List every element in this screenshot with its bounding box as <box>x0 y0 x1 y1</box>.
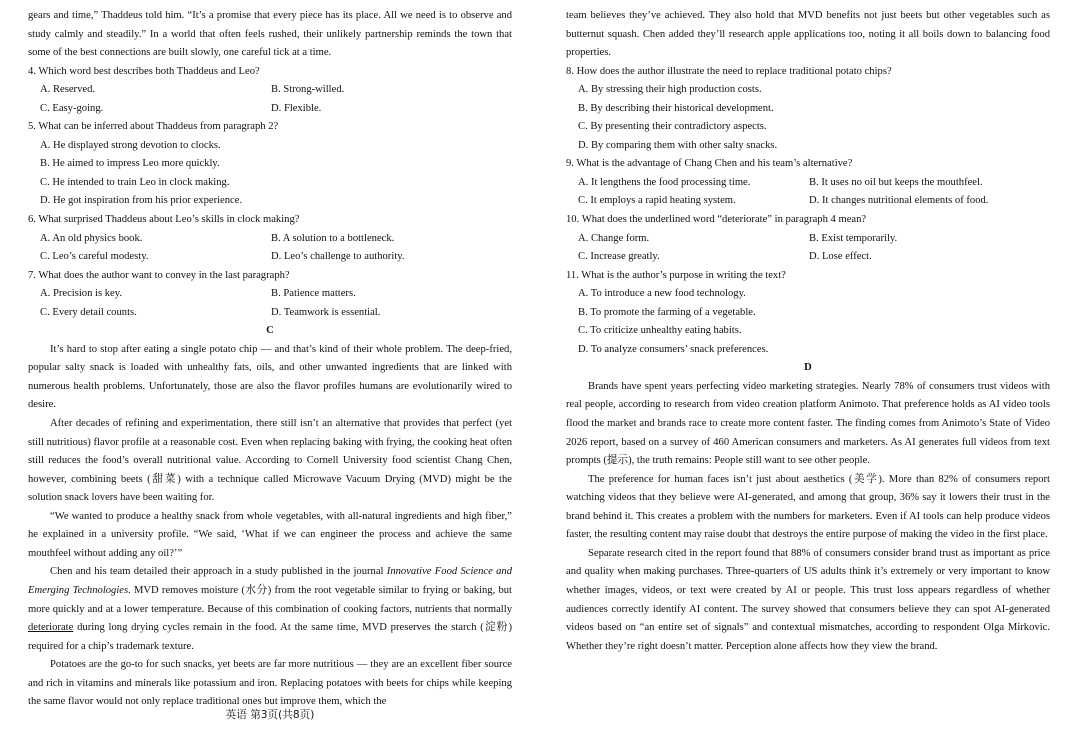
question-9 <box>566 155 1050 211</box>
option-b[interactable]: B. By describing their historical development. <box>578 102 774 114</box>
option-a[interactable]: A. Precision is key. <box>40 288 122 300</box>
option-d[interactable]: D. Leo’s challenge to authority. <box>271 251 405 263</box>
option-a[interactable]: A. Change form. <box>578 232 650 244</box>
option-d[interactable]: D. By comparing them with other salty snacks. <box>578 139 778 151</box>
question-10 <box>566 211 1050 267</box>
underlined-word: deteriorate <box>28 622 74 634</box>
option-c[interactable]: C. It employs a rapid heating system. <box>578 195 736 207</box>
option-b[interactable]: B. He aimed to impress Leo more quickly. <box>40 158 220 170</box>
option-c[interactable]: C. By presenting their contradictory aspects. <box>578 121 767 133</box>
passage-c-paragraph-4 <box>28 563 512 656</box>
option-a[interactable]: A. By stressing their high production costs. <box>578 84 762 96</box>
option-d[interactable]: D. He got inspiration from his prior experience. <box>40 195 243 207</box>
question-stem: 10. What does the underlined word “deteriorate” in paragraph 4 mean? <box>566 214 867 226</box>
passage-c-paragraph-5: Potatoes are the go-to for such snacks, yet beets are far more nutritious — they are an excellent fiber source and rich in vitamins and minerals like potassium and iron. Replacing potatoes with beets for chips while keeping the same flavor would not only replace traditional ones but improve them, which the <box>28 659 512 708</box>
option-b[interactable]: B. Patience matters. <box>271 288 356 300</box>
paragraph-text: . MVD removes moisture (水分) from the root vegetable similar to frying or baking, but more quickly and at a lower temperature. Because of this combination of cooking factors, nutrients that normally <box>28 584 512 615</box>
question-stem: 11. What is the author’s purpose in writing the text? <box>566 269 786 281</box>
right-column <box>566 7 1050 656</box>
option-a[interactable]: A. Reserved. <box>40 84 96 96</box>
option-a[interactable]: A. He displayed strong devotion to clocks. <box>40 139 221 151</box>
option-c[interactable]: C. Leo’s careful modesty. <box>40 251 149 263</box>
passage-c-paragraph-2: After decades of refining and experimentation, there still isn’t an alternative that provides that perfect (yet still nutritious) flavor profile at a reasonable cost. Even when replacing baking with frying, the cooking heat often still reduces the food’s overall nutritional value. According to Cornell University food scientist Chang Chen, however, combining beets (甜菜) with a technique called Microwave Vacuum Drying (MVD) might be the solution snack lovers have been waiting for. <box>28 418 512 504</box>
question-11 <box>566 267 1050 360</box>
option-d[interactable]: D. Flexible. <box>271 102 322 114</box>
question-stem: 9. What is the advantage of Chang Chen and his team’s alternative? <box>566 158 853 170</box>
option-b[interactable]: B. To promote the farming of a vegetable. <box>578 306 756 318</box>
option-a[interactable]: A. To introduce a new food technology. <box>578 288 746 300</box>
paragraph-text: Chen and his team detailed their approach in a study published in the journal <box>50 566 387 578</box>
journal-title: Innovative Food Science and Emerging Technologies <box>28 566 512 596</box>
section-heading-c: C <box>266 325 274 337</box>
option-c[interactable]: C. Easy-going. <box>40 102 104 114</box>
option-c[interactable]: C. He intended to train Leo in clock making. <box>40 176 230 188</box>
option-b[interactable]: B. Exist temporarily. <box>809 232 898 244</box>
passage-c-paragraph-1: It’s hard to stop after eating a single potato chip — and that’s kind of their whole problem. The deep-fried, popular salty snack is loaded with unhealthy fats, oils, and other unwanted ingredients that are linked with numerous health problems. Unfortunately, those are also the flavor profiles humans are evolutionarily wired to desire. <box>28 343 512 411</box>
option-c[interactable]: C. Every detail counts. <box>40 306 137 318</box>
section-heading-d: D <box>804 362 812 374</box>
left-column <box>28 7 512 712</box>
passage-c-paragraph-3: “We wanted to produce a healthy snack from whole vegetables, with all-natural ingredients and high fiber,” he explained in a university profile. “We said, ‘What if we can engineer the process and achieve the same mouthfeel without adding any oil?’” <box>28 510 512 559</box>
paragraph-text: during long drying cycles remain in the food. At the same time, MVD preserves the starch (淀粉) required for a chip’s trademark texture. <box>28 622 512 652</box>
question-stem: 6. What surprised Thaddeus about Leo’s skills in clock making? <box>28 214 300 226</box>
option-b[interactable]: B. Strong-willed. <box>271 84 345 96</box>
question-7 <box>28 267 512 323</box>
option-b[interactable]: B. A solution to a bottleneck. <box>271 232 395 244</box>
question-stem: 7. What does the author want to convey in the last paragraph? <box>28 269 290 281</box>
question-5 <box>28 118 512 211</box>
option-b[interactable]: B. It uses no oil but keeps the mouthfeel. <box>809 176 983 188</box>
option-a[interactable]: A. It lengthens the food processing time. <box>578 176 751 188</box>
passage-b-ending: gears and time,” Thaddeus told him. “It’s a promise that every piece has its place. All we need is to observe and study calmly and steadily.” In a world that often feels rushed, their unlikely partnership reminds the town that some of the best connections are built slowly, one careful tick at a time. <box>28 10 512 59</box>
option-c[interactable]: C. To criticize unhealthy eating habits. <box>578 325 742 337</box>
option-d[interactable]: D. It changes nutritional elements of food. <box>809 195 989 207</box>
option-d[interactable]: D. To analyze consumers’ snack preferences. <box>578 343 769 355</box>
option-d[interactable]: D. Teamwork is essential. <box>271 306 381 318</box>
page-footer: 英语 第3页(共8页) <box>225 709 315 721</box>
passage-d-paragraph-1: Brands have spent years perfecting video marketing strategies. Nearly 78% of consumers trust videos with real people, according to research from video creation platform Animoto. That preference holds as AI video tools flood the market and brands race to create more content faster. The finding comes from Animoto’s State of Video 2026 report, based on a survey of 460 American consumers and marketers. As AI generates full videos from text prompts (提示), the truth remains: People still want to see other people. <box>566 380 1050 467</box>
question-8 <box>566 63 1050 156</box>
option-c[interactable]: C. Increase greatly. <box>578 251 660 263</box>
option-d[interactable]: D. Lose effect. <box>809 251 872 263</box>
passage-d-paragraph-2: The preference for human faces isn’t just about aesthetics (美学). More than 82% of consumers report watching videos that they believe were AI-generated, and among that group, 36% say it lowers their trust in the brand behind it. This creates a problem with the numbers for marketers. Even if AI tools can help produce videos faster, the resulting content may raise doubt that destroys the entire purpose of making the video in the first place. <box>566 473 1050 541</box>
question-4 <box>28 63 512 119</box>
question-stem: 4. Which word best describes both Thaddeus and Leo? <box>28 65 260 77</box>
question-stem: 8. How does the author illustrate the need to replace traditional potato chips? <box>566 65 892 77</box>
passage-d-paragraph-3: Separate research cited in the report found that 88% of consumers consider brand trust as important as price and quality when making purchases. Three-quarters of US adults think it’s extremely or very important to know whether images, videos, or text were created by AI or people. This trust loss appears regardless of whether audiences correctly identify AI content. The survey showed that consumers believe they can spot AI-generated videos based on “an entire set of signals” and contextual mismatches, according to respondent Olga Mirkovic. Whether they’re right doesn’t matter. Perception alone affects how they view the brand. <box>566 547 1050 652</box>
question-6 <box>28 211 512 267</box>
passage-c-continuation: team believes they’ve achieved. They also hold that MVD benefits not just beets but other vegetables such as butternut squash. Chen added they’ll research apple applications too, noting it all boils down to balancing food properties. <box>566 10 1050 59</box>
question-stem: 5. What can be inferred about Thaddeus from paragraph 2? <box>28 121 279 133</box>
option-a[interactable]: A. An old physics book. <box>40 232 143 244</box>
